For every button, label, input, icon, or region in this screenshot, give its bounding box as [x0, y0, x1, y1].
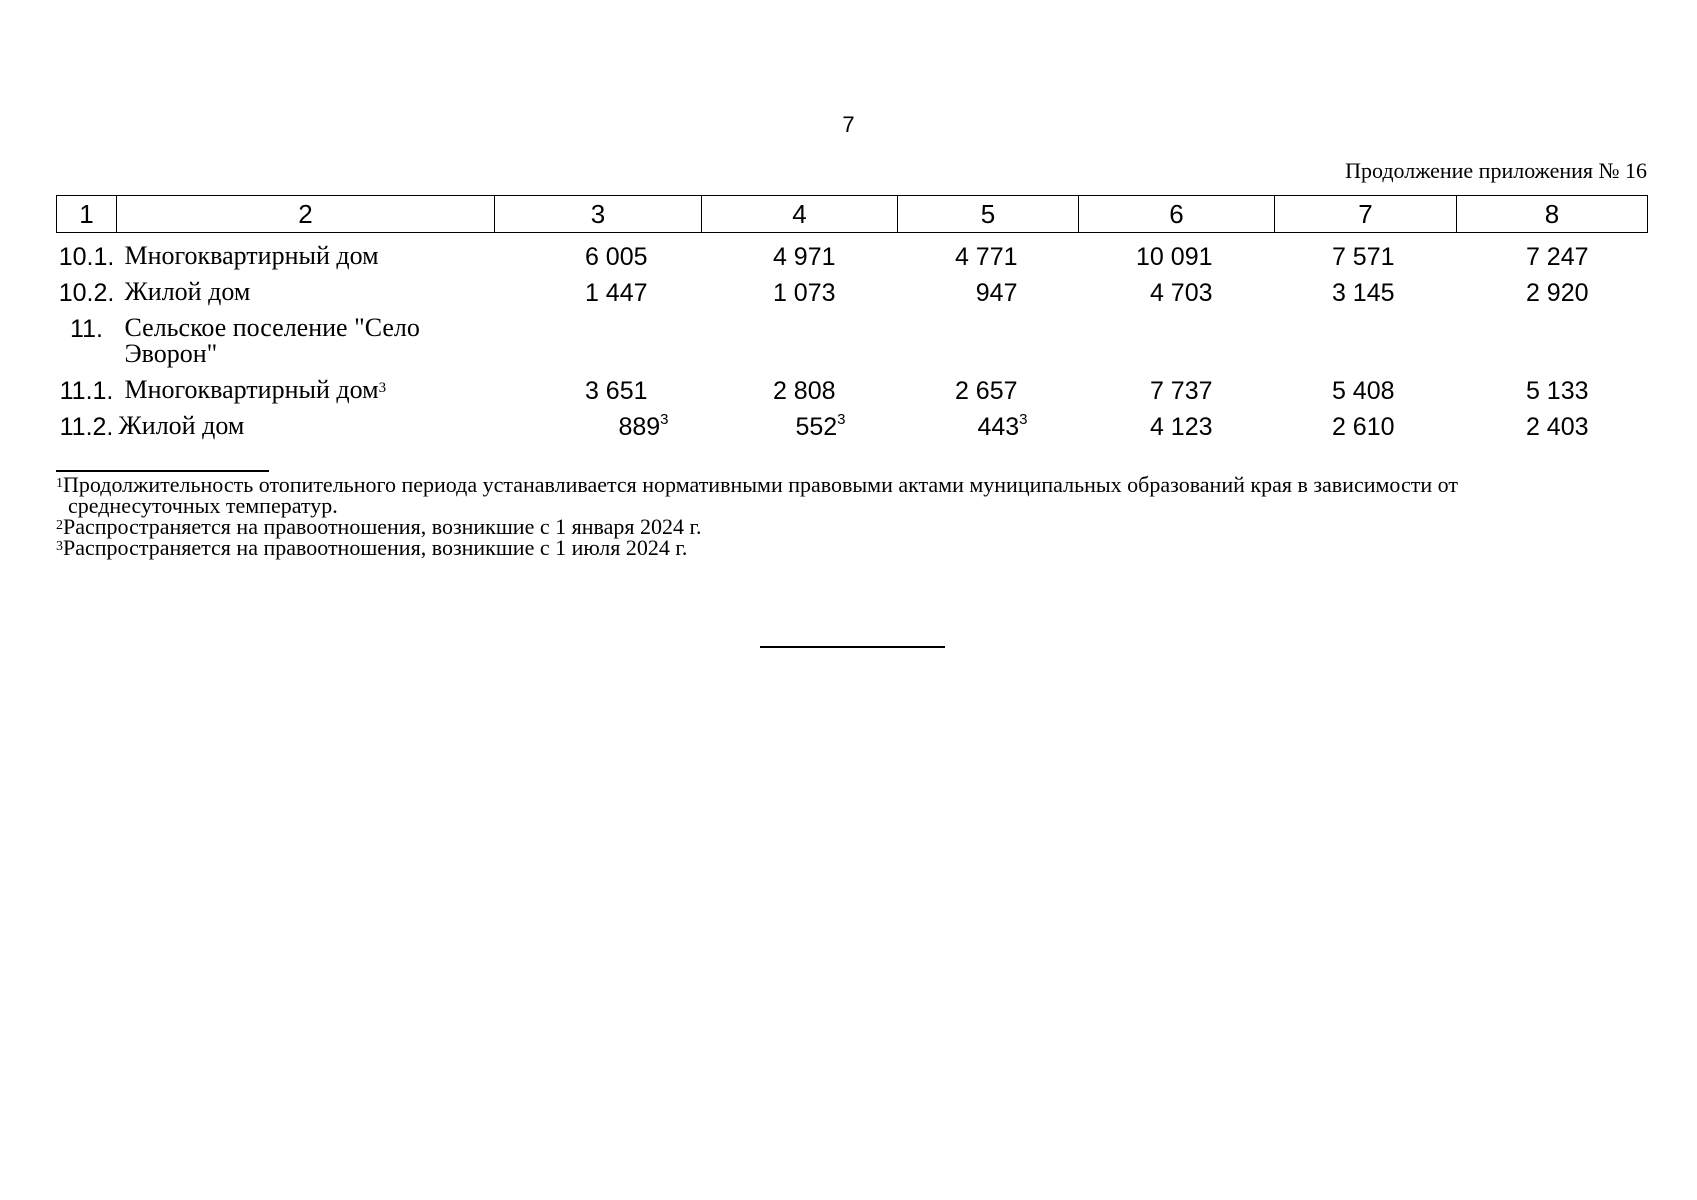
- appendix-label: Продолжение приложения № 16: [1345, 158, 1647, 183]
- footnote-mark: 3: [378, 380, 387, 396]
- header-cell: 8: [1457, 196, 1648, 233]
- row-number: 10.2.: [58, 279, 115, 307]
- table-row: [57, 279, 1648, 315]
- value-text: 6 005: [584, 243, 648, 271]
- value-text: [898, 413, 1028, 442]
- header-cell: 4: [702, 196, 898, 233]
- row-name: [117, 377, 495, 413]
- footnote-3: [56, 537, 1647, 558]
- table-row: [57, 413, 1648, 449]
- value-cell: [1079, 377, 1275, 413]
- row-name: Жилой дом: [118, 411, 245, 440]
- footnote-text: Распространяется на правоотношения, возникшие с 1 января 2024 г.: [63, 514, 702, 539]
- data-table: [56, 195, 1648, 449]
- header-cell: 7: [1275, 196, 1457, 233]
- value-text: 2 610: [1331, 413, 1395, 441]
- value-text: 1 073: [772, 279, 836, 307]
- footnote-2: [56, 516, 1647, 537]
- footnote-mark: 1: [56, 476, 63, 491]
- footnote-text: Продолжительность отопительного периода устанавливается нормативными правовыми актами муниципальных образований края в зависимости от: [63, 472, 1458, 497]
- footnotes: [56, 474, 1647, 558]
- footnote-mark: 3: [837, 411, 846, 428]
- row-name-text: Многоквартирный дом: [124, 375, 379, 404]
- value-text: 5 408: [1331, 377, 1395, 405]
- value-text: 3 651: [584, 377, 648, 405]
- table-row: [57, 377, 1648, 413]
- value-cell: [495, 413, 702, 449]
- value-text: 4 771: [954, 243, 1018, 271]
- row-name: Многоквартирный дом: [124, 241, 379, 270]
- value-cell: [495, 233, 702, 280]
- value-text: 2 403: [1525, 413, 1589, 441]
- value-cell: [702, 233, 898, 280]
- value-cell: [898, 233, 1079, 280]
- table-row: [57, 315, 1648, 377]
- value-text: 4 703: [1149, 279, 1213, 307]
- value-cell: [1275, 233, 1457, 280]
- value-cell: [898, 315, 1079, 377]
- row-number: 11.: [70, 315, 103, 343]
- row-number: 11.1.: [59, 377, 114, 405]
- value-cell: [495, 315, 702, 377]
- value-cell: [702, 413, 898, 449]
- value-cell: [898, 279, 1079, 315]
- value-number: 552: [795, 413, 838, 441]
- value-text: 2 920: [1525, 279, 1589, 307]
- header-cell: 2: [117, 196, 495, 233]
- footnote-mark: 3: [660, 411, 669, 428]
- value-cell: [1275, 377, 1457, 413]
- footnote-1: [56, 474, 1647, 495]
- row-name: Жилой дом: [124, 277, 251, 306]
- value-cell: [1275, 279, 1457, 315]
- row-name: Сельское поселение "Село Эворон": [124, 313, 420, 368]
- value-cell: [702, 315, 898, 377]
- value-cell: [1275, 315, 1457, 377]
- value-cell: [1457, 413, 1648, 449]
- end-separator: [760, 646, 945, 648]
- value-cell: [1079, 279, 1275, 315]
- value-cell: [1079, 413, 1275, 449]
- value-cell: [1079, 315, 1275, 377]
- value-cell: [898, 377, 1079, 413]
- value-number: 443: [977, 413, 1020, 441]
- header-row: [57, 196, 1648, 233]
- value-cell: [495, 279, 702, 315]
- value-text: 947: [975, 279, 1018, 307]
- value-text: 7 247: [1525, 243, 1589, 271]
- footnote-mark: 2: [56, 518, 63, 533]
- value-text: 7 737: [1149, 377, 1213, 405]
- header-cell: 3: [495, 196, 702, 233]
- header-cell: 5: [898, 196, 1079, 233]
- value-text: 4 123: [1149, 413, 1213, 441]
- value-cell: [495, 377, 702, 413]
- value-text: 5 133: [1525, 377, 1589, 405]
- value-text: 3 145: [1331, 279, 1395, 307]
- value-cell: [1457, 279, 1648, 315]
- value-cell: [1457, 377, 1648, 413]
- value-text: 4 971: [772, 243, 836, 271]
- footnote-mark: 3: [56, 539, 63, 554]
- value-cell: [1457, 233, 1648, 280]
- value-number: 889: [618, 413, 661, 441]
- value-text: [702, 413, 846, 442]
- value-text: [495, 413, 669, 442]
- table-row: [57, 233, 1648, 280]
- footnote-mark: 3: [1019, 411, 1028, 428]
- row-number: 11.2.: [59, 413, 114, 441]
- header-cell: 1: [57, 196, 117, 233]
- value-cell: [702, 377, 898, 413]
- header-cell: 6: [1079, 196, 1275, 233]
- value-cell: [1079, 233, 1275, 280]
- value-cell: [1275, 413, 1457, 449]
- footnote-text: Распространяется на правоотношения, возникшие с 1 июля 2024 г.: [63, 535, 688, 560]
- value-text: 1 447: [584, 279, 648, 307]
- value-text: 2 657: [954, 377, 1018, 405]
- value-text: 10 091: [1136, 243, 1213, 271]
- value-cell: [898, 413, 1079, 449]
- value-text: 2 808: [772, 377, 836, 405]
- value-text: 7 571: [1331, 243, 1395, 271]
- page-number: 7: [842, 112, 855, 137]
- footnote-1-continuation: среднесуточных температур.: [68, 493, 338, 518]
- row-number: 10.1.: [58, 243, 115, 271]
- value-cell: [1457, 315, 1648, 377]
- value-cell: [702, 279, 898, 315]
